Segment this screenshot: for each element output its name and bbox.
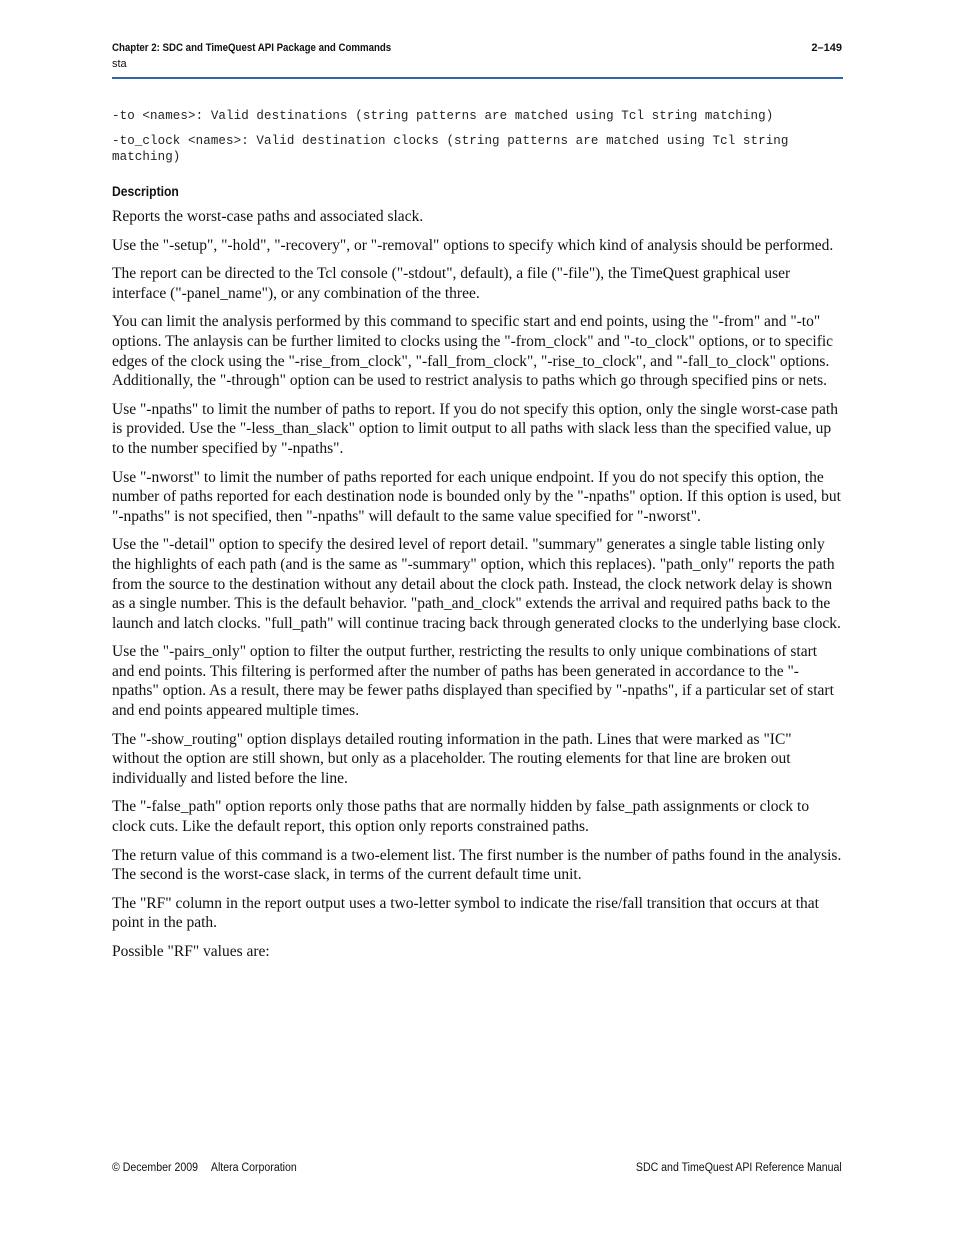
description-paragraph: Use "-nworst" to limit the number of paths reported for each unique endpoint. If you do not specify this option, the number of paths reported for each destination node is bounded only by the "-npaths" option. If this option is used, but "-npaths" is not specified, then "-npaths" will default to the same value specified for "-nworst". — [112, 468, 841, 525]
footer-manual-title: SDC and TimeQuest API Reference Manual — [636, 1162, 842, 1174]
description-paragraph: Use the "-detail" option to specify the desired level of report detail. "summary" generates a single table listing only the highlights of each path (and is the same as "-summary" option, which this replaces). "path_only" reports the path from the source to the destination without any detail about the clock path. Instead, the clock network delay is shown as a single number. This is the default behavior. "path_and_clock" extends the arrival and required paths back to the launch and latch clocks. "full_path" will continue tracing back through generated clocks to the underlying base clock. — [112, 536, 841, 632]
description-paragraph: Use "-npaths" to limit the number of paths to report. If you do not specify this option, only the single worst-case path is provided. Use the "-less_than_slack" option to limit output to all paths with slack less than the specified value, up to the number specified by "-npaths". — [112, 400, 838, 457]
description-paragraph: Use the "-setup", "-hold", "-recovery", or "-removal" options to specify which kind of analysis should be performed. — [112, 236, 834, 254]
description-paragraph: The "RF" column in the report output uses a two-letter symbol to indicate the rise/fall transition that occurs at that point in the path. — [112, 894, 819, 932]
description-paragraph: The "-false_path" option reports only those paths that are normally hidden by false_path assignments or clock to clock cuts. Like the default report, this option only reports constrained paths. — [112, 798, 810, 836]
description-heading: Description — [112, 184, 179, 199]
option-to: -to <names>: Valid destinations (string patterns are matched using Tcl string matching) — [112, 109, 774, 123]
description-paragraph: The report can be directed to the Tcl console ("-stdout", default), a file ("-file"), the TimeQuest graphical user interface ("-panel_name"), or any combination of the three. — [112, 265, 791, 302]
page-body — [112, 108, 842, 971]
description-paragraph: The "-show_routing" option displays detailed routing information in the path. Lines that were marked as "IC" without the option are still shown, but only as a placeholder. The routing elements for that line are broken out individually and listed before the line. — [112, 730, 792, 787]
chapter-title: Chapter 2: SDC and TimeQuest API Package and Commands — [112, 42, 392, 54]
page-number: 2–149 — [811, 42, 842, 54]
header-divider — [112, 77, 843, 79]
option-to-clock: -to_clock <names>: Valid destination clocks (string patterns are matched using Tcl string matching) — [112, 134, 797, 164]
description-paragraph: Possible "RF" values are: — [112, 943, 270, 960]
section-name: sta — [112, 58, 127, 70]
footer-company: Altera Corporation — [210, 1162, 297, 1174]
footer-date: © December 2009 — [112, 1162, 199, 1174]
description-paragraph: The return value of this command is a two-element list. The first number is the number of paths found in the analysis. The second is the worst-case slack, in terms of the current default time unit. — [112, 846, 842, 884]
description-paragraph: You can limit the analysis performed by this command to specific start and end points, using the "-from" and "-to" options. The anlaysis can be further limited to clocks using the "-from_clock" and "-to_clock" options, or to specific edges of the clock using the "-rise_from_clock", "-fall_from_clock", "-rise_to_clock", and "-fall_to_clock" options. Additionally, the "-through" option can be used to restrict analysis to paths which go through specified pins or nets. — [112, 313, 834, 390]
description-paragraph: Reports the worst-case paths and associated slack. — [112, 208, 424, 225]
page-footer-left — [112, 1162, 297, 1174]
description-paragraph: Use the "-pairs_only" option to filter the output further, restricting the results to only unique combinations of start and end points. This filtering is performed after the number of paths has been generated in accordance to the "-npaths" option. As a result, there may be fewer paths displayed than specified by "-npaths", if a particular set of start and end points appeared multiple times. — [112, 643, 834, 720]
